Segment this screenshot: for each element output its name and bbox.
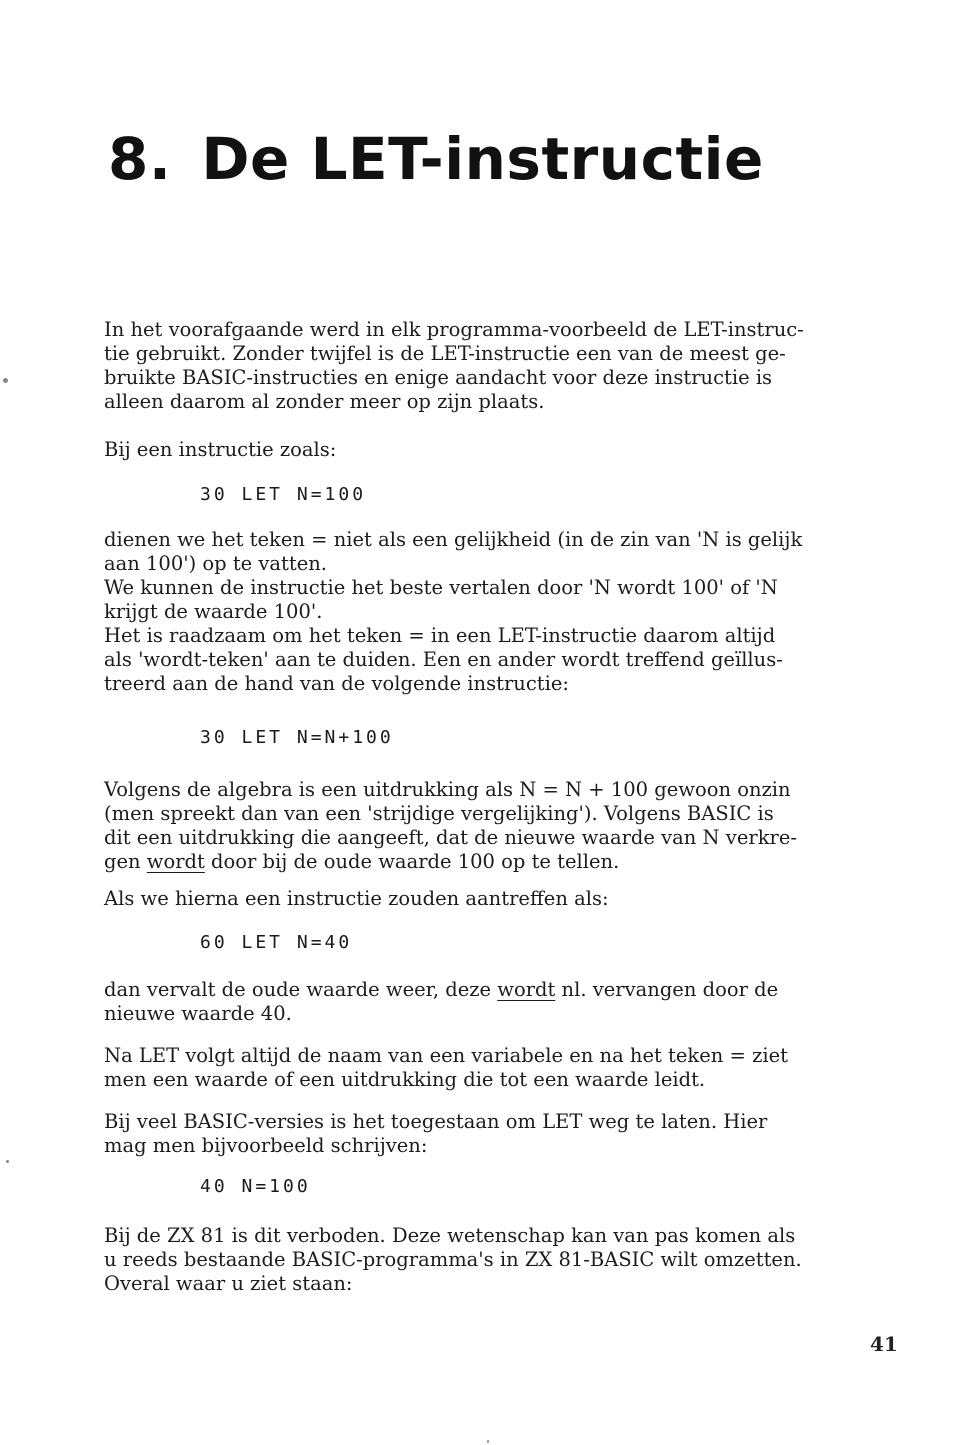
text-line: Als we hierna een instructie zouden aantreffen als: — [104, 887, 609, 910]
text-segment: door bij de oude waarde 100 op te tellen. — [204, 850, 620, 873]
text-line: als 'wordt-teken' aan te duiden. Een en ander wordt treffend geïllus- — [104, 648, 783, 671]
text-line: Bij een instructie zoals: — [104, 438, 337, 461]
text-line: Bij veel BASIC-versies is het toegestaan om LET weg te laten. Hier — [104, 1110, 768, 1133]
scan-speck — [3, 378, 8, 383]
text-line: Na LET volgt altijd de naam van een variabele en na het teken = ziet — [104, 1044, 788, 1067]
scan-speck — [6, 1160, 9, 1163]
paragraph-example-intro — [104, 438, 904, 462]
text-line: Volgens de algebra is een uitdrukking als N = N + 100 gewoon onzin — [104, 778, 791, 801]
text-line: dienen we het teken = niet als een gelijkheid (in de zin van 'N is gelijk — [104, 528, 803, 551]
underlined-word: wordt — [146, 850, 205, 873]
text-line: treerd aan de hand van de volgende instructie: — [104, 672, 569, 695]
paragraph-old-value — [104, 978, 904, 1026]
text-line: u reeds bestaande BASIC-programma's in ZX 81-BASIC wilt omzetten. — [104, 1248, 802, 1271]
text-line — [104, 850, 904, 874]
text-line: krijgt de waarde 100'. — [104, 600, 323, 623]
text-line: mag men bijvoorbeeld schrijven: — [104, 1134, 428, 1157]
text-line: Bij de ZX 81 is dit verboden. Deze wetenschap kan van pas komen als — [104, 1224, 796, 1247]
paragraph-next-instruction — [104, 887, 904, 911]
chapter-title-text: De LET-instructie — [201, 125, 764, 193]
paragraph-let-syntax — [104, 1044, 904, 1092]
text-line: In het voorafgaande werd in elk programma-voorbeeld de LET-instruc- — [104, 318, 804, 341]
text-line: tie gebruikt. Zonder twijfel is de LET-instructie een van de meest ge- — [104, 342, 786, 365]
paragraph-zx81 — [104, 1224, 904, 1296]
paragraph-basic-versions — [104, 1110, 904, 1158]
text-line: alleen daarom al zonder meer op zijn plaats. — [104, 390, 545, 413]
text-line: Het is raadzaam om het teken = in een LET-instructie daarom altijd — [104, 624, 776, 647]
paragraph-equals-sign — [104, 528, 904, 696]
text-line — [104, 978, 904, 1002]
text-line: men een waarde of een uitdrukking die tot een waarde leidt. — [104, 1068, 706, 1091]
code-line-3: 60 LET N=40 — [200, 932, 353, 953]
text-line: We kunnen de instructie het beste vertalen door 'N wordt 100' of 'N — [104, 576, 778, 599]
scan-speck — [487, 1440, 489, 1443]
text-line: (men spreekt dan van een 'strijdige vergelijking'). Volgens BASIC is — [104, 802, 774, 825]
chapter-number: 8. — [108, 125, 172, 193]
text-line: bruikte BASIC-instructies en enige aandacht voor deze instructie is — [104, 366, 773, 389]
code-line-4: 40 N=100 — [200, 1176, 311, 1197]
text-segment: gen — [104, 850, 147, 873]
underlined-word: wordt — [497, 978, 556, 1001]
code-line-1: 30 LET N=100 — [200, 484, 367, 505]
paragraph-algebra — [104, 778, 904, 874]
page-number: 41 — [870, 1332, 898, 1356]
text-line: nieuwe waarde 40. — [104, 1002, 292, 1025]
text-segment: nl. vervangen door de — [555, 978, 779, 1001]
code-line-2: 30 LET N=N+100 — [200, 727, 394, 748]
text-segment: dan vervalt de oude waarde weer, deze — [104, 978, 498, 1001]
paragraph-intro — [104, 318, 904, 414]
text-line: aan 100') op te vatten. — [104, 552, 328, 575]
chapter-title — [108, 125, 764, 193]
text-line: Overal waar u ziet staan: — [104, 1272, 353, 1295]
text-line: dit een uitdrukking die aangeeft, dat de nieuwe waarde van N verkre- — [104, 826, 797, 849]
